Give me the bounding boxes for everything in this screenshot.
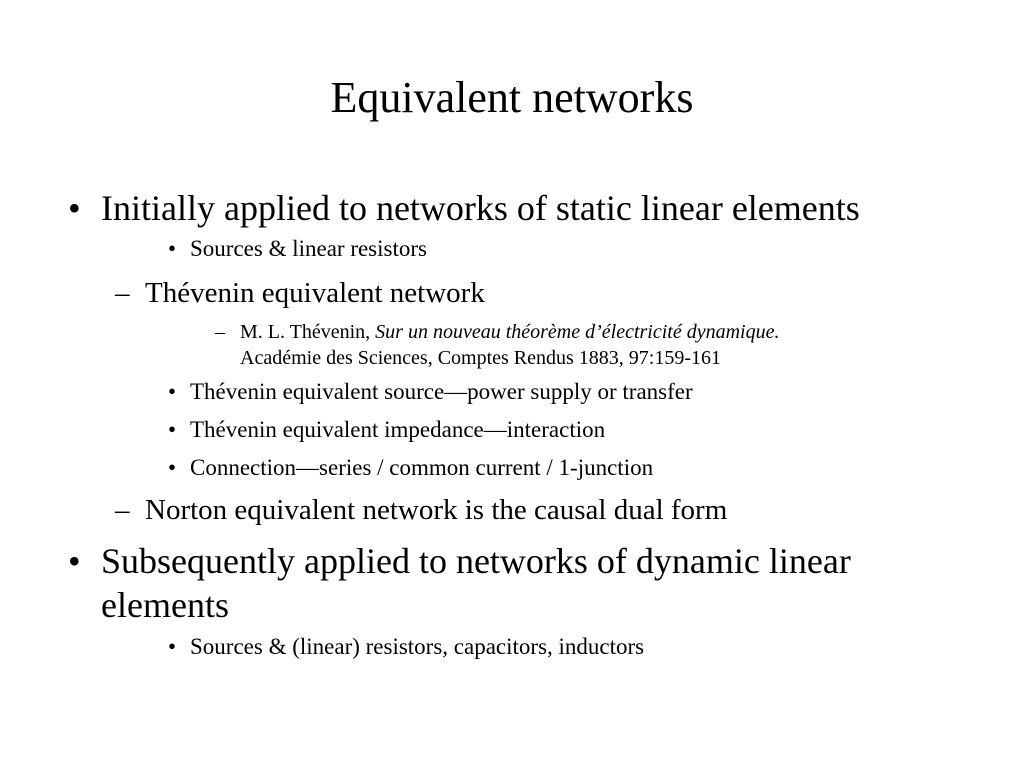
bullet-text-line1: Subsequently applied to networks of dynamic linear xyxy=(101,541,851,581)
bullet-text-line2: elements xyxy=(101,585,229,625)
bullet-text: Sources & linear resistors xyxy=(190,236,427,261)
bullet-text: Thévenin equivalent source—power supply or transfer xyxy=(190,379,693,404)
bullet-dot: • xyxy=(68,188,81,228)
reference-source: Académie des Sciences, Comptes Rendus 1883, 97:159-161 xyxy=(240,347,722,369)
bullet-text: Sources & (linear) resistors, capacitors, inductors xyxy=(190,634,645,659)
dash-marker: – xyxy=(115,494,130,526)
bullet-dot: • xyxy=(168,634,177,659)
dash-text: Norton equivalent network is the causal dual form xyxy=(145,494,728,526)
bullet-text: Initially applied to networks of static linear elements xyxy=(101,188,860,228)
dash-marker: – xyxy=(215,321,225,343)
bullet-dot: • xyxy=(168,379,177,404)
bullet-text: Connection—series / common current / 1-junction xyxy=(190,455,654,480)
slide-title: Equivalent networks xyxy=(330,73,694,122)
reference-author: M. L. Thévenin, xyxy=(240,321,376,343)
dash-marker: – xyxy=(115,277,130,309)
bullet-dot: • xyxy=(168,455,177,480)
dash-text: Thévenin equivalent network xyxy=(145,277,485,309)
bullet-dot: • xyxy=(168,417,177,442)
reference-title: Sur un nouveau théorème d’électricité dynamique. xyxy=(375,321,780,343)
bullet-text: Thévenin equivalent impedance—interaction xyxy=(190,417,606,442)
bullet-dot: • xyxy=(168,236,177,261)
bullet-dot: • xyxy=(68,541,81,581)
